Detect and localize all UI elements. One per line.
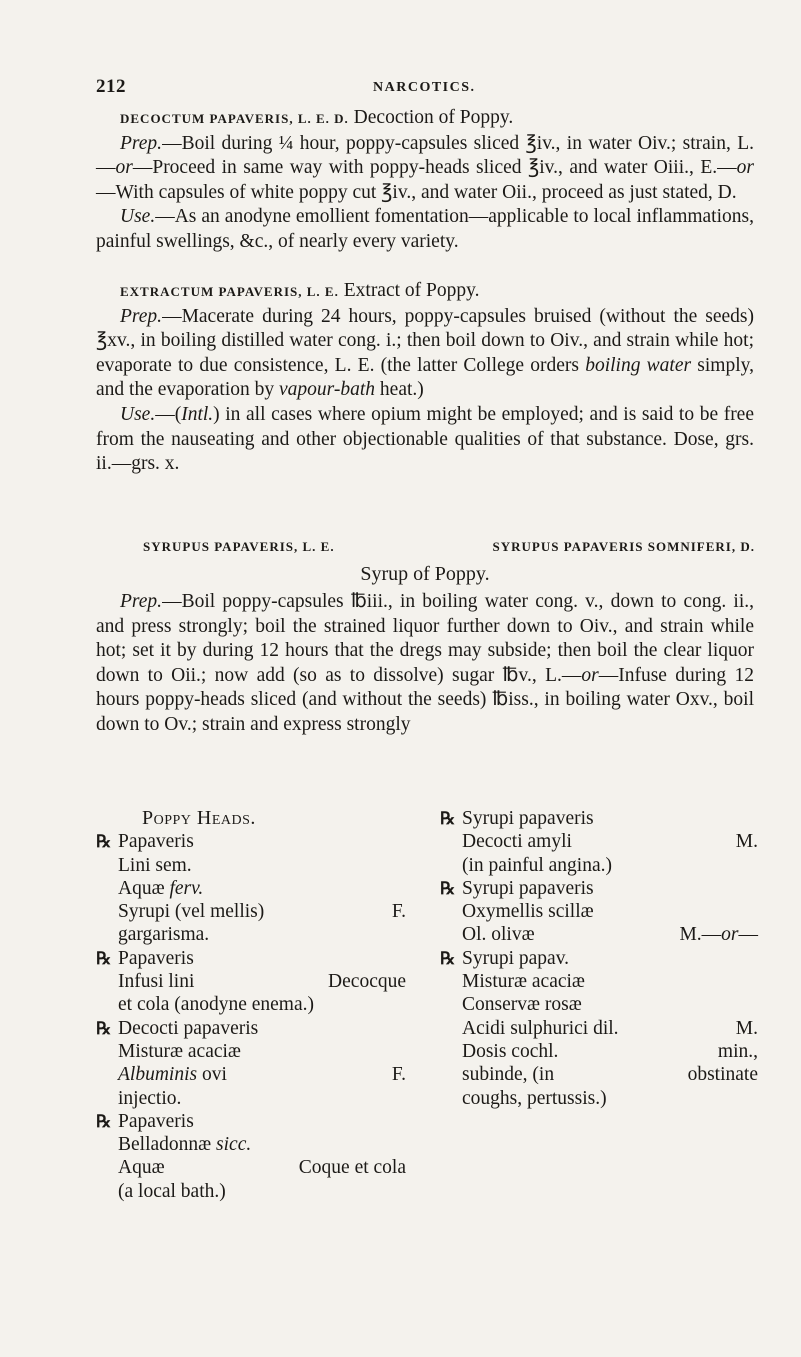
decoctum-prep-text-1: —Boil during ¼ hour, poppy-capsules sliced ℥iv., in water Oiv.; strain, L.— [96, 132, 754, 179]
prep-label: Prep. [120, 591, 163, 612]
formula-line [440, 877, 758, 900]
formula-text: Misturæ acaciæ [462, 971, 585, 993]
formula-tag: F. [391, 901, 406, 923]
recipe-symbol: ℞ [96, 832, 112, 853]
formula-text: coughs, pertussis.) [462, 1087, 607, 1109]
recipe-symbol: ℞ [96, 1111, 112, 1132]
recipe-symbol: ℞ [96, 948, 112, 969]
or-label: or [736, 157, 754, 179]
syrupus-prep [96, 590, 754, 738]
formula-line [440, 923, 758, 946]
formula-line [96, 877, 406, 900]
formula-line [96, 1180, 406, 1203]
formulas-heading [96, 807, 406, 830]
formula-line [96, 923, 406, 946]
decoctum-section [96, 106, 754, 255]
formula-text: Papaveris [118, 831, 194, 853]
formula-text: Syrupi (vel mellis) [118, 901, 265, 923]
formula-tag: min., [717, 1040, 758, 1062]
formula-line [96, 947, 406, 970]
poppy-heads-heading: Poppy Heads. [142, 807, 256, 829]
use-label: Use. [120, 206, 156, 228]
formula-tag: F. [391, 1064, 406, 1086]
formula-text: Aquæ [118, 877, 170, 899]
formula-line [96, 1110, 406, 1133]
formulas-left-column [96, 807, 406, 1203]
formula-tag: M.—or— [679, 924, 758, 946]
or-label: or [115, 157, 133, 179]
formula-text: gargarisma. [118, 924, 210, 946]
vapour-bath-italic: vapour-bath [279, 379, 376, 401]
use-label: Use. [120, 403, 156, 425]
formula-text: Ol. olivæ [462, 924, 535, 946]
formula-italic: sicc. [216, 1134, 252, 1156]
intl-italic: Intl. [181, 403, 214, 425]
extractum-latin-title: EXTRACTUM PAPAVERIS, L. E. [120, 284, 339, 299]
formula-text: et cola (anodyne enema.) [118, 994, 314, 1016]
formula-line [96, 854, 406, 877]
prep-label: Prep. [120, 132, 163, 154]
formula-text: Infusi lini [118, 971, 195, 993]
recipe-symbol: ℞ [440, 948, 456, 969]
decoctum-use-text: —As an anodyne emollient fomentation—applicable to local inflammations, painful swellings, &c., of nearly every variety. [96, 206, 754, 252]
extractum-use-text-1: —( [155, 403, 182, 425]
formula-text: (a local bath.) [118, 1180, 226, 1202]
formula-line [96, 993, 406, 1016]
formula-text: Conservæ rosæ [462, 994, 582, 1016]
formula-text: Lini sem. [118, 854, 192, 876]
formula-line [96, 1063, 406, 1086]
formula-line [440, 830, 758, 853]
extractum-heading [96, 279, 754, 305]
formula-line [440, 807, 758, 830]
extractum-use-text-2: ) in all cases where opium might be employed; and is said to be free from the nauseating and other objectionable qualities of that substance. Dose, grs. ii.—grs. x. [96, 403, 754, 475]
formula-line [96, 830, 406, 853]
formula-text: Syrupi papaveris [462, 877, 594, 899]
formula-line [96, 1087, 406, 1110]
formula-text: subinde, (in [462, 1064, 555, 1086]
syrupus-prep-text-2: —Infuse during 12 hours poppy-heads sliced (and without the seeds) ℔iss., in boiling water Oxv., boil down to Ov.; strain and express strongly [96, 664, 754, 735]
recipe-symbol: ℞ [440, 809, 456, 829]
formula-line [440, 947, 758, 970]
formula-line [440, 970, 758, 993]
formula-italic: ferv. [169, 877, 204, 899]
decoctum-latin-title: DECOCTUM PAPAVERIS, L. E. D. [120, 111, 349, 126]
formula-text: Belladonnæ [118, 1134, 217, 1156]
formula-line [440, 900, 758, 923]
formula-text: Papaveris [118, 1110, 194, 1132]
syrupus-prep-text-1: —Boil poppy-capsules ℔iii., in boiling water cong. v., down to cong. ii., and press strongly; boil the strained liquor further down to Oiv., and strain while hot; set it by during 12 hours that the dregs may subside; then boil the clear liquor down to Oii.; now add (so as to dissolve) sugar ℔v., L.— [96, 591, 754, 686]
formula-line [96, 970, 406, 993]
decoctum-prep [96, 132, 754, 206]
extractum-prep-text-3: heat.) [375, 379, 424, 401]
formula-text: Acidi sulphurici dil. [462, 1017, 619, 1039]
formula-text: Aquæ [118, 1157, 165, 1179]
formula-text: Decocti papaveris [118, 1017, 259, 1039]
formula-tag: Decocque [328, 971, 406, 993]
extractum-english-title: Extract of Poppy. [343, 280, 480, 301]
formula-line [96, 1040, 406, 1063]
formula-tag: Coque et cola [298, 1157, 406, 1179]
formula-tag: M. [735, 1017, 758, 1039]
decoctum-prep-text-2: —Proceed in same way with poppy-heads sliced ℥iv., and water Oiii., E.— [132, 157, 737, 179]
formula-text: Decocti amyli [462, 831, 572, 853]
formula-text: Syrupi papav. [462, 947, 570, 969]
or-label: or [721, 924, 739, 946]
syrupus-latin-title-right: SYRUPUS PAPAVERIS SOMNIFERI, D. [492, 539, 755, 554]
extractum-section [96, 279, 754, 477]
decoctum-use [96, 205, 754, 254]
formula-line [440, 1087, 758, 1110]
formula-text: Oxymellis scillæ [462, 901, 594, 923]
formulas-right-column [440, 807, 758, 1110]
formula-text: Papaveris [118, 947, 194, 969]
syrupus-english-title: Syrup of Poppy. [360, 563, 490, 585]
syrupus-latin-title-left: SYRUPUS PAPAVERIS, L. E. [143, 539, 335, 554]
formula-line [96, 900, 406, 923]
formulas-left-lines [96, 830, 406, 1203]
decoctum-english-title: Decoction of Poppy. [353, 107, 514, 128]
formula-tag: M. [735, 831, 758, 853]
formula-line [96, 1156, 406, 1179]
running-head: NARCOTICS. [373, 80, 476, 95]
formula-line [440, 1063, 758, 1086]
extractum-use [96, 403, 754, 477]
decoctum-heading [96, 106, 754, 132]
recipe-symbol: ℞ [96, 1018, 112, 1039]
formula-text: ovi [197, 1064, 227, 1086]
formula-text: injectio. [118, 1087, 182, 1109]
formula-line [440, 1040, 758, 1063]
extractum-prep [96, 305, 754, 403]
formula-line [96, 1017, 406, 1040]
or-label: or [581, 664, 599, 686]
formula-italic: Albuminis [118, 1064, 198, 1086]
formula-text: Syrupi papaveris [462, 808, 594, 829]
page-number: 212 [96, 76, 126, 97]
formula-line [440, 1017, 758, 1040]
extractum-prep-text-1: —Macerate during 24 hours, poppy-capsules bruised (without the seeds) ℥xv., in boiling distilled water cong. i.; then boil down to Oiv., and strain while hot; evaporate to due consistence, L. E. (the latter College orders [96, 305, 754, 376]
syrupus-section [96, 590, 754, 738]
boiling-water-italic: boiling water [585, 354, 692, 376]
extractum-prep-text-2: simply, and the evaporation by [96, 354, 754, 401]
recipe-symbol: ℞ [440, 878, 456, 899]
formula-line [440, 854, 758, 877]
decoctum-prep-text-3: —With capsules of white poppy cut ℥iv., and water Oii., proceed as just stated, D. [96, 181, 737, 203]
formula-text: (in painful angina.) [462, 854, 612, 876]
formula-line [96, 1133, 406, 1156]
syrupus-heading [143, 539, 755, 555]
formula-line [440, 993, 758, 1016]
formula-text: Misturæ acaciæ [118, 1040, 241, 1062]
formulas-right-lines [440, 807, 758, 1110]
formula-tag: obstinate [687, 1064, 758, 1086]
formula-text: Dosis cochl. [462, 1040, 559, 1062]
prep-label: Prep. [120, 305, 163, 327]
